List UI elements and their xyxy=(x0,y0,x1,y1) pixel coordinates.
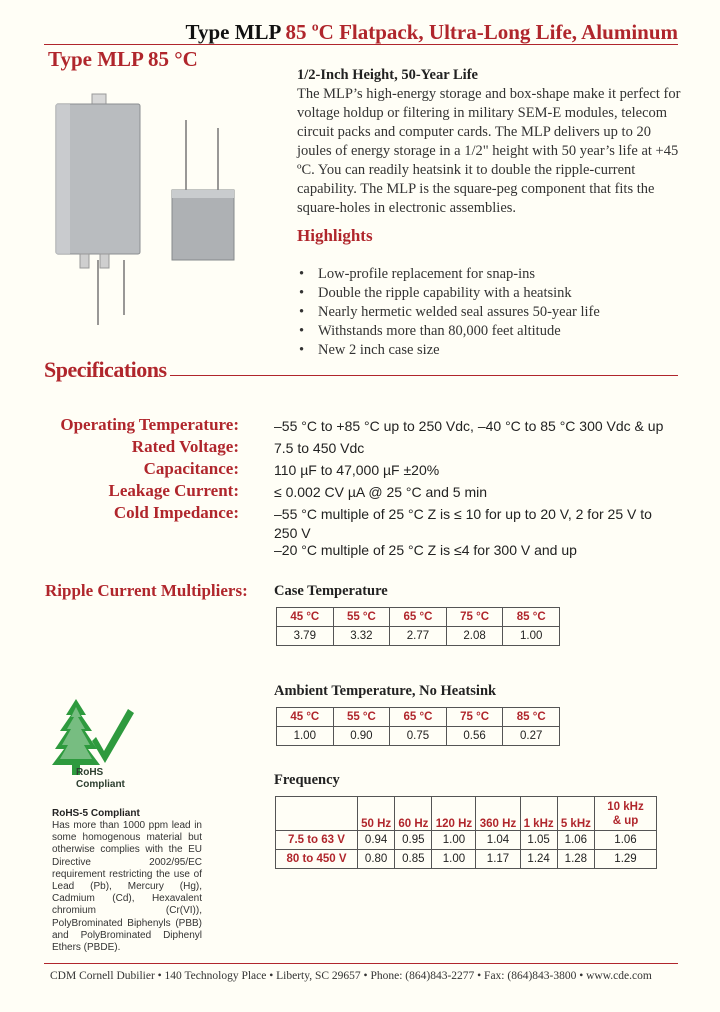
product-subtitle: Type MLP 85 °C xyxy=(48,47,198,71)
footer-contact: CDM Cornell Dubilier • 140 Technology Place • Liberty, SC 29657 • Phone: (864)843-2277 • Fax: (864)843-3800 • www.cde.com xyxy=(50,970,652,982)
title-type: Type MLP xyxy=(185,20,281,44)
highlight-item: • Withstands more than 80,000 feet altitude xyxy=(297,322,682,341)
table-header xyxy=(595,797,657,831)
table-cell: 0.80 xyxy=(358,850,395,869)
ambient-temperature-table xyxy=(276,707,560,746)
table-cell: 2.77 xyxy=(390,627,447,646)
capacitor-photo xyxy=(48,90,283,330)
table-header: 360 Hz xyxy=(476,797,520,831)
case-temperature-table xyxy=(276,607,560,646)
table-cell: 3.32 xyxy=(333,627,390,646)
table-header: 55 °C xyxy=(333,708,390,727)
case-temperature-title: Case Temperature xyxy=(274,583,388,599)
table-header: 5 kHz xyxy=(557,797,594,831)
table-cell: 1.06 xyxy=(595,831,657,850)
table-cell: 0.75 xyxy=(390,727,447,746)
rohs-description: Has more than 1000 ppm lead in some homogenous material but otherwise complies with the EU Directive 2002/95/EC requirement restricting the use of Lead (Pb), Mercury (Hg), Cadmium (Cd), Hexavalent chromium (Cr(VI)), PolyBrominated Biphenyls (PBB) and PolyBrominated Diphenyl Ethers (PBDE). xyxy=(52,820,202,954)
table-cell: 1.17 xyxy=(476,850,520,869)
check-icon xyxy=(92,709,134,763)
table-cell: 1.28 xyxy=(557,850,594,869)
leakage-current-value: ≤ 0.002 CV µA @ 25 °C and 5 min xyxy=(274,484,488,500)
table-row xyxy=(277,608,560,627)
table-cell: 2.08 xyxy=(446,627,503,646)
capacitance-label: Capacitance: xyxy=(143,459,239,478)
title-rule xyxy=(44,44,678,45)
table-cell: 1.00 xyxy=(432,831,476,850)
document-title xyxy=(186,20,678,45)
highlights-list xyxy=(297,265,682,360)
table-cell: 1.04 xyxy=(476,831,520,850)
table-cell: 0.90 xyxy=(333,727,390,746)
table-header: 75 °C xyxy=(446,608,503,627)
title-description: 85 ºC Flatpack, Ultra-Long Life, Aluminum xyxy=(280,20,678,44)
table-row xyxy=(276,797,657,831)
footer-rule xyxy=(44,963,678,964)
table-cell: 1.24 xyxy=(520,850,557,869)
table-header: 65 °C xyxy=(390,608,447,627)
rated-voltage-label: Rated Voltage: xyxy=(131,437,239,456)
table-header: 60 Hz xyxy=(395,797,432,831)
table-header: 55 °C xyxy=(333,608,390,627)
operating-temperature-value: –55 °C to +85 °C up to 250 Vdc, –40 °C to 85 °C 300 Vdc & up xyxy=(274,418,664,434)
table-cell: 1.00 xyxy=(277,727,334,746)
cold-impedance-value-1: –55 °C multiple of 25 °C Z is ≤ 10 for up to 20 V, 2 for 25 V to 250 V xyxy=(274,506,652,541)
rohs-compliant-logo xyxy=(50,695,145,795)
highlight-item: • Double the ripple capability with a heatsink xyxy=(297,284,682,303)
table-header: 45 °C xyxy=(277,608,334,627)
intro-section xyxy=(297,66,682,218)
table-row xyxy=(277,708,560,727)
table-cell: 1.00 xyxy=(503,627,560,646)
table-header: 45 °C xyxy=(277,708,334,727)
table-cell: 0.27 xyxy=(503,727,560,746)
leakage-current-label: Leakage Current: xyxy=(108,481,239,500)
table-row xyxy=(276,831,657,850)
intro-body: The MLP’s high-energy storage and box-shape make it perfect for voltage holdup or filtering in military SEM-E modules, telecom circuit packs and computer cards. The MLP delivers up to 20 joules of energy storage in a 1/2" height with 50 year’s life at +45 ºC. You can readily heatsink it to double the ripple-current capability. The MLP is the square-peg component that fits the square-holes in electronic assemblies. xyxy=(297,86,681,216)
rohs-heading: RoHS-5 Compliant xyxy=(52,808,140,819)
frequency-table xyxy=(275,796,657,869)
table-cell: 1.06 xyxy=(557,831,594,850)
table-cell: 0.95 xyxy=(395,831,432,850)
table-cell: 0.85 xyxy=(395,850,432,869)
table-row xyxy=(277,627,560,646)
table-header: 50 Hz xyxy=(358,797,395,831)
rated-voltage-value: 7.5 to 450 Vdc xyxy=(274,440,365,456)
header-line: & up xyxy=(612,814,639,827)
table-row xyxy=(276,850,657,869)
capacitance-value: 110 µF to 47,000 µF ±20% xyxy=(274,462,440,478)
row-label: 80 to 450 V xyxy=(276,850,358,869)
frequency-title: Frequency xyxy=(274,772,340,788)
table-row xyxy=(277,727,560,746)
row-label: 7.5 to 63 V xyxy=(276,831,358,850)
intro-heading: 1/2-Inch Height, 50-Year Life xyxy=(297,67,478,83)
table-header: 65 °C xyxy=(390,708,447,727)
specifications-rule xyxy=(170,375,678,376)
highlight-item: • Low-profile replacement for snap-ins xyxy=(297,265,682,284)
table-cell: 0.56 xyxy=(446,727,503,746)
table-cell: 3.79 xyxy=(277,627,334,646)
table-header: 120 Hz xyxy=(432,797,476,831)
specifications-heading: Specifications xyxy=(44,357,167,382)
rohs-logo-text: RoHS xyxy=(76,767,104,778)
table-header: 1 kHz xyxy=(520,797,557,831)
highlight-item: • New 2 inch case size xyxy=(297,341,682,360)
header-line: 10 kHz xyxy=(607,800,644,813)
table-cell: 1.29 xyxy=(595,850,657,869)
table-header-blank xyxy=(276,797,358,831)
table-header: 85 °C xyxy=(503,708,560,727)
highlights-heading: Highlights xyxy=(297,226,373,245)
operating-temperature-label: Operating Temperature: xyxy=(60,415,239,434)
table-header: 75 °C xyxy=(446,708,503,727)
ambient-temperature-title: Ambient Temperature, No Heatsink xyxy=(274,683,497,699)
cold-impedance-value-2: –20 °C multiple of 25 °C Z is ≤4 for 300 V and up xyxy=(274,542,577,558)
ripple-current-label: Ripple Current Multipliers: xyxy=(45,581,248,600)
cold-impedance-label: Cold Impedance: xyxy=(113,503,239,522)
table-cell: 1.00 xyxy=(432,850,476,869)
table-cell: 0.94 xyxy=(358,831,395,850)
table-header: 85 °C xyxy=(503,608,560,627)
rohs-logo-text: Compliant xyxy=(76,779,125,790)
table-cell: 1.05 xyxy=(520,831,557,850)
highlight-item: • Nearly hermetic welded seal assures 50-year life xyxy=(297,303,682,322)
